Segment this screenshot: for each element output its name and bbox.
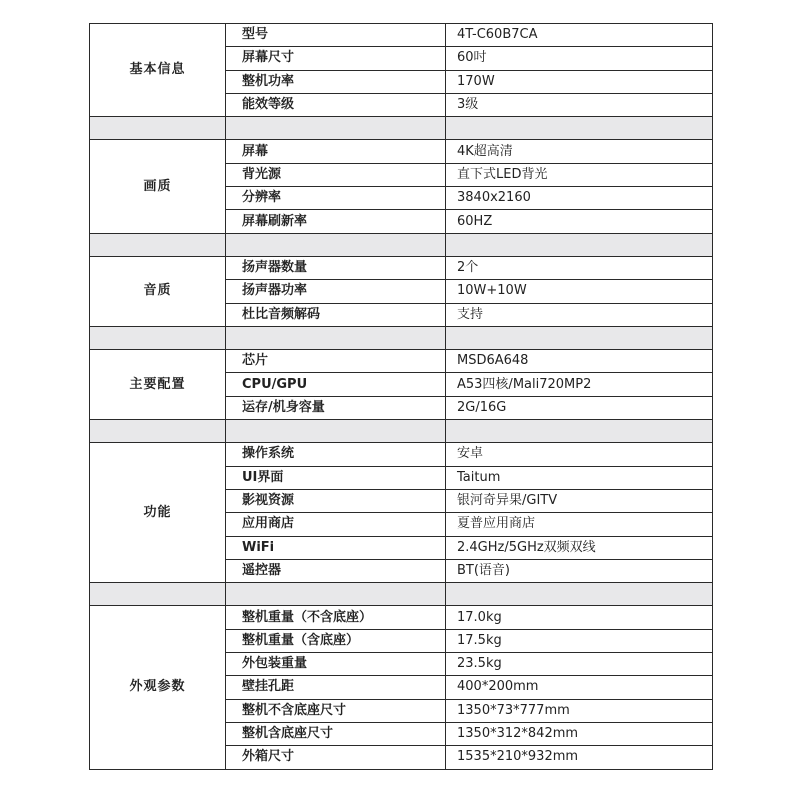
separator-cell bbox=[446, 233, 713, 256]
spec-label: 屏幕 bbox=[226, 140, 446, 163]
spec-value: MSD6A648 bbox=[446, 350, 713, 373]
separator-cell bbox=[90, 233, 226, 256]
separator-cell bbox=[90, 420, 226, 443]
spec-label: 分辨率 bbox=[226, 187, 446, 210]
spec-value: 10W+10W bbox=[446, 280, 713, 303]
section-title: 功能 bbox=[90, 443, 226, 583]
spec-value: 60吋 bbox=[446, 47, 713, 70]
spec-value: 4K超高清 bbox=[446, 140, 713, 163]
spec-value: 3级 bbox=[446, 93, 713, 116]
section-title: 画质 bbox=[90, 140, 226, 233]
separator-cell bbox=[446, 420, 713, 443]
spec-label: 扬声器数量 bbox=[226, 256, 446, 279]
spec-label: 应用商店 bbox=[226, 513, 446, 536]
section-title: 基本信息 bbox=[90, 24, 226, 117]
section-title: 音质 bbox=[90, 256, 226, 326]
spec-value: 直下式LED背光 bbox=[446, 163, 713, 186]
spec-label: 运存/机身容量 bbox=[226, 396, 446, 419]
spec-row bbox=[90, 350, 713, 373]
spec-row bbox=[90, 443, 713, 466]
section-separator bbox=[90, 117, 713, 140]
spec-value: 1350*312*842mm bbox=[446, 722, 713, 745]
separator-cell bbox=[226, 326, 446, 349]
spec-value: A53四核/Mali720MP2 bbox=[446, 373, 713, 396]
section-title: 主要配置 bbox=[90, 350, 226, 420]
separator-cell bbox=[226, 420, 446, 443]
spec-label: 型号 bbox=[226, 24, 446, 47]
spec-label: 背光源 bbox=[226, 163, 446, 186]
spec-value: 2.4GHz/5GHz双频双线 bbox=[446, 536, 713, 559]
spec-label: WiFi bbox=[226, 536, 446, 559]
separator-cell bbox=[226, 583, 446, 606]
spec-label: 整机不含底座尺寸 bbox=[226, 699, 446, 722]
spec-row bbox=[90, 256, 713, 279]
spec-label: 壁挂孔距 bbox=[226, 676, 446, 699]
spec-value: 170W bbox=[446, 70, 713, 93]
spec-value: 夏普应用商店 bbox=[446, 513, 713, 536]
spec-value: 1535*210*932mm bbox=[446, 746, 713, 769]
separator-cell bbox=[446, 583, 713, 606]
spec-value: 支持 bbox=[446, 303, 713, 326]
spec-label: UI界面 bbox=[226, 466, 446, 489]
spec-value: 400*200mm bbox=[446, 676, 713, 699]
section-separator bbox=[90, 326, 713, 349]
spec-value: 23.5kg bbox=[446, 653, 713, 676]
separator-cell bbox=[446, 326, 713, 349]
spec-label: 遥控器 bbox=[226, 559, 446, 582]
section-separator bbox=[90, 583, 713, 606]
separator-cell bbox=[446, 117, 713, 140]
section-separator bbox=[90, 233, 713, 256]
spec-label: 能效等级 bbox=[226, 93, 446, 116]
spec-value: 银河奇异果/GITV bbox=[446, 489, 713, 512]
spec-label: 影视资源 bbox=[226, 489, 446, 512]
spec-value: 1350*73*777mm bbox=[446, 699, 713, 722]
spec-value: 2个 bbox=[446, 256, 713, 279]
spec-value: 安卓 bbox=[446, 443, 713, 466]
spec-value: BT(语音) bbox=[446, 559, 713, 582]
spec-label: 屏幕刷新率 bbox=[226, 210, 446, 233]
spec-label: 芯片 bbox=[226, 350, 446, 373]
spec-label: 操作系统 bbox=[226, 443, 446, 466]
spec-row bbox=[90, 140, 713, 163]
spec-label: 整机重量（含底座） bbox=[226, 629, 446, 652]
spec-label: 杜比音频解码 bbox=[226, 303, 446, 326]
spec-value: 3840x2160 bbox=[446, 187, 713, 210]
separator-cell bbox=[90, 583, 226, 606]
separator-cell bbox=[90, 326, 226, 349]
separator-cell bbox=[226, 117, 446, 140]
section-separator bbox=[90, 420, 713, 443]
spec-label: 整机功率 bbox=[226, 70, 446, 93]
spec-table-body bbox=[90, 24, 713, 770]
spec-value: 60HZ bbox=[446, 210, 713, 233]
separator-cell bbox=[226, 233, 446, 256]
spec-value: Taitum bbox=[446, 466, 713, 489]
spec-label: 外箱尺寸 bbox=[226, 746, 446, 769]
section-title: 外观参数 bbox=[90, 606, 226, 769]
spec-table bbox=[89, 23, 713, 770]
spec-row bbox=[90, 606, 713, 629]
spec-value: 17.0kg bbox=[446, 606, 713, 629]
spec-label: 屏幕尺寸 bbox=[226, 47, 446, 70]
spec-label: CPU/GPU bbox=[226, 373, 446, 396]
spec-value: 4T-C60B7CA bbox=[446, 24, 713, 47]
spec-value: 17.5kg bbox=[446, 629, 713, 652]
separator-cell bbox=[90, 117, 226, 140]
spec-label: 整机重量（不含底座） bbox=[226, 606, 446, 629]
spec-label: 外包装重量 bbox=[226, 653, 446, 676]
spec-label: 整机含底座尺寸 bbox=[226, 722, 446, 745]
spec-row bbox=[90, 24, 713, 47]
spec-value: 2G/16G bbox=[446, 396, 713, 419]
spec-label: 扬声器功率 bbox=[226, 280, 446, 303]
